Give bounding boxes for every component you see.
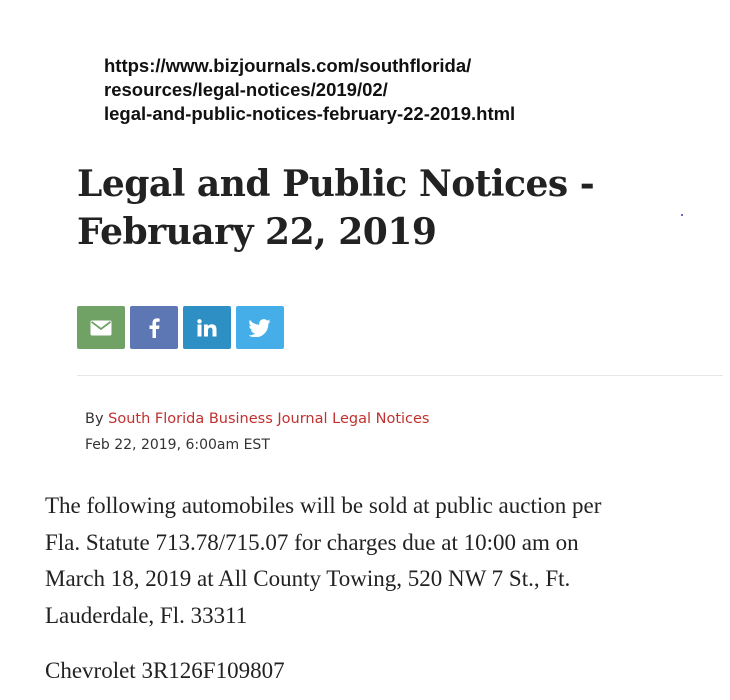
vehicle-entry: Chevrolet 3R126F109807 (45, 658, 285, 683)
headline-line: February 22, 2019 (77, 211, 437, 253)
article-body (45, 488, 705, 690)
paragraph-line: March 18, 2019 at All County Towing, 520 NW 7 St., Ft. (45, 566, 571, 591)
share-facebook-button[interactable] (130, 306, 178, 349)
email-icon (90, 320, 112, 336)
share-twitter-button[interactable] (236, 306, 284, 349)
article-paragraph (45, 488, 705, 634)
linkedin-icon (197, 319, 217, 337)
paragraph-line: Lauderdale, Fl. 33311 (45, 602, 248, 628)
source-url (104, 54, 515, 126)
paragraph-line: The following automobiles will be sold at public auction per (45, 493, 602, 518)
twitter-icon (249, 319, 271, 337)
byline-prefix: By (85, 411, 104, 427)
share-linkedin-button[interactable] (183, 306, 231, 349)
byline (85, 409, 429, 429)
source-url-line: legal-and-public-notices-february-22-2019.html (104, 103, 516, 124)
share-email-button[interactable] (77, 306, 125, 349)
source-url-line: resources/legal-notices/2019/02/ (104, 79, 388, 100)
divider (77, 375, 723, 376)
stray-dot (681, 214, 683, 216)
article-headline (77, 160, 677, 256)
publish-date: Feb 22, 2019, 6:00am EST (85, 437, 270, 453)
headline-line: Legal and Public Notices - (77, 163, 595, 205)
share-buttons (77, 306, 284, 349)
facebook-icon (148, 318, 160, 338)
paragraph-line: Fla. Statute 713.78/715.07 for charges due at 10:00 am on (45, 529, 579, 555)
source-url-line: https://www.bizjournals.com/southflorida/ (104, 55, 472, 76)
author-link[interactable]: South Florida Business Journal Legal Notices (108, 411, 430, 427)
